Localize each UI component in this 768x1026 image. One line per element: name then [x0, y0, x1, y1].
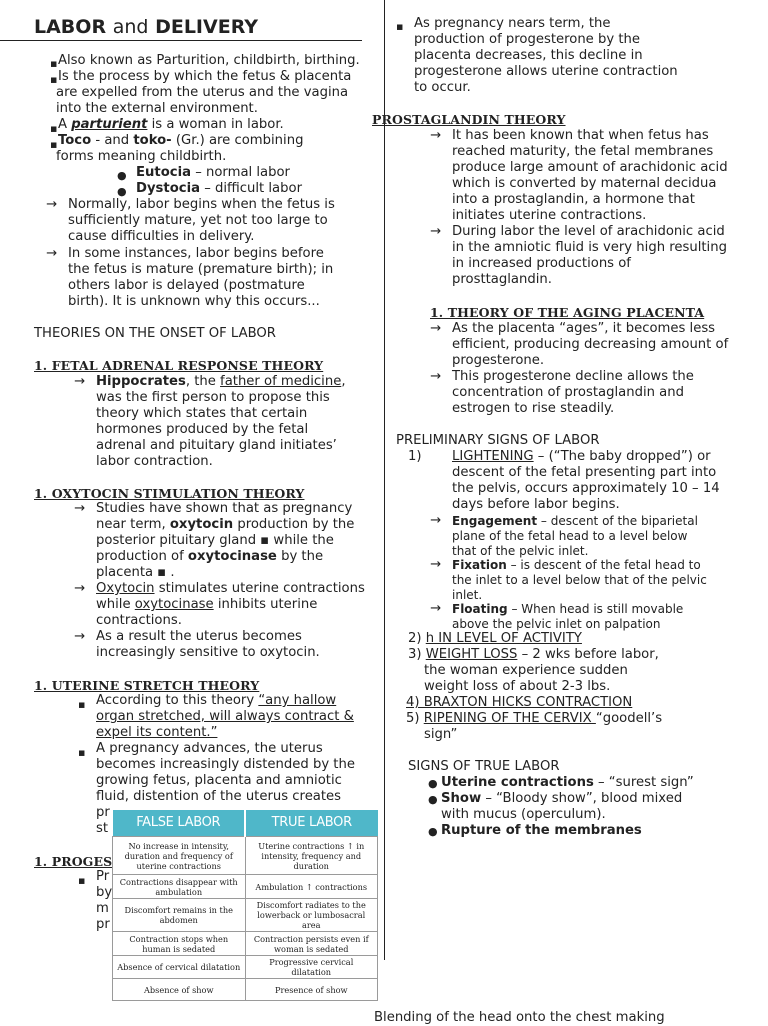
body-line: According to this theory “any hallow: [96, 693, 337, 708]
intro-line: forms meaning childbirth.: [56, 149, 227, 164]
body-line: which is converted by maternal decidua: [452, 176, 717, 191]
body-line: As the placenta “ages”, it becomes less: [452, 321, 716, 336]
table-cell: Absence of show: [113, 979, 246, 1001]
body-line: weight loss of about 2-3 lbs.: [424, 679, 611, 694]
body-line: placenta decreases, this decline in: [414, 48, 643, 63]
body-line: As pregnancy nears term, the: [414, 16, 611, 31]
bullet-icon: ▪: [78, 874, 86, 887]
body-line: initiates uterine contractions.: [452, 208, 647, 223]
arrow-icon: →: [74, 581, 86, 596]
arrow-icon: →: [430, 321, 442, 336]
arrow-icon: →: [74, 501, 86, 516]
arrow-icon: →: [430, 513, 442, 528]
bullet-icon: ●: [117, 185, 127, 198]
arrow-icon: →: [430, 128, 442, 143]
body-line: the woman experience sudden: [424, 663, 628, 678]
body-line: contractions.: [96, 613, 182, 628]
body-line: in increased productions of: [452, 256, 631, 271]
table-cell: Progressive cervical dilatation: [245, 956, 378, 979]
body-line: Floating – When head is still movable: [452, 602, 684, 616]
intro-line: into the external environment.: [56, 101, 258, 116]
body-line: pr: [96, 917, 110, 932]
intro-line: the fetus is mature (premature birth); in: [68, 262, 334, 277]
body-line: estrogen to rise steadily.: [452, 401, 615, 416]
theories-heading: THEORIES ON THE ONSET OF LABOR: [34, 326, 276, 341]
bullet-icon: ▪: [50, 73, 58, 86]
list-number: 1): [408, 449, 422, 464]
body-line: st: [96, 821, 109, 836]
table-cell: Contraction persists even if woman is sedated: [245, 932, 378, 956]
body-line: growing fetus, placenta and amniotic: [96, 773, 342, 788]
arrow-icon: →: [430, 601, 442, 616]
body-line: pr: [96, 805, 110, 820]
body-line: It has been known that when fetus has: [452, 128, 709, 143]
body-line: concentration of prostaglandin and: [452, 385, 684, 400]
body-line: m: [96, 901, 109, 916]
body-line: Rupture of the membranes: [441, 823, 642, 838]
column-divider: [384, 0, 385, 960]
arrow-icon: →: [430, 369, 442, 384]
body-line: Engagement – descent of the biparietal: [452, 514, 698, 528]
section-heading: 1. UTERINE STRETCH THEORY: [34, 678, 260, 693]
bullet-icon: ▪: [50, 122, 58, 135]
body-line: production of progesterone by the: [414, 32, 640, 47]
section-heading: 1. THEORY OF THE AGING PLACENTA: [430, 305, 705, 320]
body-line: reached maturity, the fetal membranes: [452, 144, 714, 159]
intro-line: sufficiently mature, yet not too large to: [68, 213, 328, 228]
table-cell: Uterine contractions ↑ in intensity, frequency and duration: [245, 837, 378, 875]
list-item: 3) WEIGHT LOSS – 2 wks before labor,: [408, 647, 659, 662]
body-line: posterior pituitary gland ▪ while the: [96, 533, 334, 548]
body-line: sign”: [424, 727, 458, 742]
body-line: Show – “Bloody show”, blood mixed: [441, 791, 683, 806]
body-line: expel its content.”: [96, 725, 218, 740]
body-line: progesterone allows uterine contraction: [414, 64, 678, 79]
list-item: 5) RIPENING OF THE CERVIX “goodell’s: [406, 711, 663, 726]
body-line: hormones produced by the fetal: [96, 422, 309, 437]
body-line: Uterine contractions – “surest sign”: [441, 775, 694, 790]
body-line: becomes increasingly distended by the: [96, 757, 355, 772]
body-line: near term, oxytocin production by the: [96, 517, 355, 532]
body-line: Fixation – is descent of the fetal head to: [452, 558, 701, 572]
section-heading: 1. OXYTOCIN STIMULATION THEORY: [34, 486, 305, 501]
body-line: production of oxytocinase by the: [96, 549, 324, 564]
page-title: LABOR and DELIVERY: [34, 16, 259, 38]
body-line: the pelvis, occurs approximately 10 – 14: [452, 481, 720, 496]
bullet-icon: ●: [428, 777, 438, 790]
bullet-icon: ●: [428, 793, 438, 806]
arrow-icon: →: [430, 224, 442, 239]
arrow-icon: →: [430, 557, 442, 572]
body-line: fluid, distention of the uterus creates: [96, 789, 342, 804]
body-line: descent of the fetal presenting part into: [452, 465, 717, 480]
body-line: Studies have shown that as pregnancy: [96, 501, 353, 516]
body-line: days before labor begins.: [452, 497, 620, 512]
body-line: increasingly sensitive to oxytocin.: [96, 645, 320, 660]
body-line: A pregnancy advances, the uterus: [96, 741, 323, 756]
body-line: progesterone.: [452, 353, 545, 368]
intro-line: In some instances, labor begins before: [68, 246, 324, 261]
table-cell: Contractions disappear with ambulation: [113, 875, 246, 899]
arrow-icon: →: [74, 374, 86, 389]
bullet-icon: ●: [117, 169, 127, 182]
bullet-icon: ▪: [50, 138, 58, 151]
section-heading: PRELIMINARY SIGNS OF LABOR: [396, 433, 600, 448]
table-row: [113, 837, 378, 875]
table-cell: Discomfort remains in the abdomen: [113, 899, 246, 932]
body-line: inlet.: [452, 588, 483, 602]
body-line: Oxytocin stimulates uterine contractions: [96, 581, 365, 596]
bullet-icon: ▪: [78, 746, 86, 759]
body-line: the inlet to a level below that of the pelvic: [452, 573, 707, 587]
table-cell: Presence of show: [245, 979, 378, 1001]
table-cell: Discomfort radiates to the lowerback or lumbosacral area: [245, 899, 378, 932]
body-line: labor contraction.: [96, 454, 213, 469]
dystocia-line: Dystocia – difficult labor: [136, 181, 303, 196]
table-row: [113, 956, 378, 979]
intro-line: cause difficulties in delivery.: [68, 229, 255, 244]
body-line: organ stretched, will always contract &: [96, 709, 354, 724]
table-cell: Contraction stops when human is sedated: [113, 932, 246, 956]
bottom-fragment: Blending of the head onto the chest making: [374, 1010, 665, 1025]
table-cell: Absence of cervical dilatation: [113, 956, 246, 979]
list-item: 2) h IN LEVEL OF ACTIVITY: [408, 631, 582, 646]
body-line: above the pelvic inlet on palpation: [452, 617, 661, 631]
bullet-icon: ▪: [78, 698, 86, 711]
bullet-icon: ▪: [50, 57, 58, 70]
section-heading: 1. FETAL ADRENAL RESPONSE THEORY: [34, 358, 324, 373]
section-heading: 1. PROGES: [34, 854, 113, 869]
body-line: while oxytocinase inhibits uterine: [96, 597, 318, 612]
table-row: [113, 932, 378, 956]
intro-line: Normally, labor begins when the fetus is: [68, 197, 335, 212]
body-line: This progesterone decline allows the: [452, 369, 694, 384]
eutocia-line: Eutocia – normal labor: [136, 165, 290, 180]
intro-line: birth). It is unknown why this occurs...: [68, 294, 320, 309]
arrow-icon: →: [46, 197, 58, 212]
body-line: adrenal and pituitary gland initiates’: [96, 438, 337, 453]
table-cell: Ambulation ↑ contractions: [245, 875, 378, 899]
body-line: in the amniotic fluid is very high resulting: [452, 240, 727, 255]
body-line: efficient, producing decreasing amount of: [452, 337, 729, 352]
body-line: into a prostaglandin, a hormone that: [452, 192, 695, 207]
section-heading: PROSTAGLANDIN THEORY: [372, 112, 566, 127]
intro-line: are expelled from the uterus and the vagina: [56, 85, 349, 100]
body-line: LIGHTENING – (“The baby dropped”) or: [452, 449, 711, 464]
arrow-icon: →: [46, 246, 58, 261]
body-line: to occur.: [414, 80, 471, 95]
body-line: placenta ▪ .: [96, 565, 175, 580]
table-row: [113, 979, 378, 1001]
bullet-icon: ▪: [396, 20, 404, 33]
table-cell: No increase in intensity, duration and frequency of uterine contractions: [113, 837, 246, 875]
body-line: As a result the uterus becomes: [96, 629, 302, 644]
table-header-false-labor: FALSE LABOR: [113, 810, 246, 837]
body-line: During labor the level of arachidonic acid: [452, 224, 725, 239]
intro-line: Is the process by which the fetus & placenta: [58, 69, 352, 84]
list-item: 4) BRAXTON HICKS CONTRACTION: [406, 695, 633, 710]
table-row: [113, 875, 378, 899]
body-line: plane of the fetal head to a level below: [452, 529, 688, 543]
body-line: prosttaglandin.: [452, 272, 552, 287]
bullet-icon: ●: [428, 825, 438, 838]
intro-line: others labor is delayed (postmature: [68, 278, 305, 293]
body-line: Hippocrates, the father of medicine,: [96, 374, 346, 389]
arrow-icon: →: [74, 629, 86, 644]
body-line: produce large amount of arachidonic acid: [452, 160, 728, 175]
title-underline: [0, 40, 362, 41]
body-line: by: [96, 885, 113, 900]
body-line: Pr: [96, 869, 110, 884]
section-heading: SIGNS OF TRUE LABOR: [408, 759, 560, 774]
intro-line: Toco - and toko- (Gr.) are combining: [58, 133, 304, 148]
body-line: was the first person to propose this: [96, 390, 330, 405]
false-vs-true-labor-table: [112, 810, 378, 995]
body-line: that of the pelvic inlet.: [452, 544, 589, 558]
body-line: with mucus (operculum).: [441, 807, 606, 822]
table-row: [113, 899, 378, 932]
intro-line: Also known as Parturition, childbirth, birthing.: [58, 53, 360, 68]
body-line: theory which states that certain: [96, 406, 308, 421]
table-header-true-labor: TRUE LABOR: [245, 810, 378, 837]
intro-line: A parturient is a woman in labor.: [58, 117, 284, 132]
